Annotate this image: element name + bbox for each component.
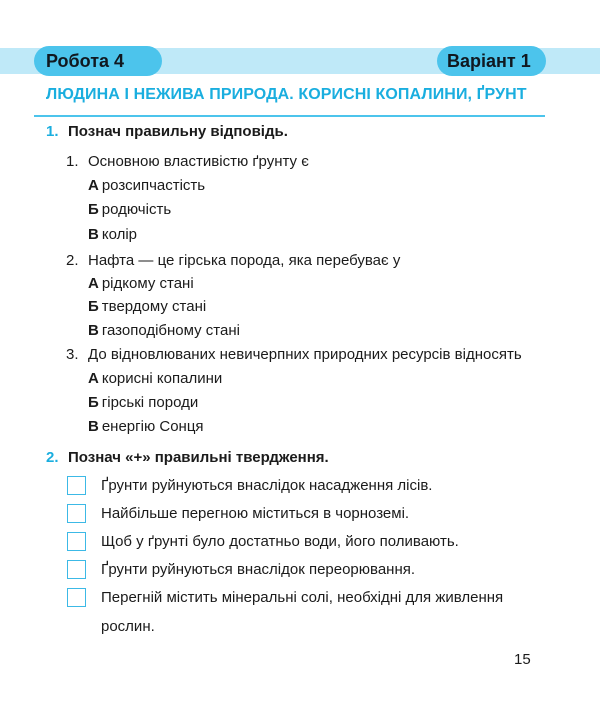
- question-2-text: Нафта — це гірська порода, яка перебуває у: [88, 252, 401, 269]
- statement-5-text: Перегній містить мінеральні солі, необхідні для живлення: [101, 589, 504, 606]
- work-label: Робота 4: [34, 46, 162, 76]
- statement-3-text: Щоб у ґрунті було достатньо води, його поливають.: [101, 533, 459, 550]
- task-1-number: 1.: [46, 123, 59, 140]
- topic-divider: [34, 115, 545, 117]
- statement-1-text: Ґрунти руйнуються внаслідок насадження лісів.: [101, 477, 433, 494]
- statement-5-checkbox[interactable]: [67, 588, 86, 607]
- question-2-option-b: Б твердому стані: [88, 298, 207, 315]
- question-3-text: До відновлюваних невичерпних природних ресурсів відносять: [88, 346, 522, 363]
- question-2-option-c: В газоподібному стані: [88, 322, 240, 339]
- statement-3-checkbox[interactable]: [67, 532, 86, 551]
- question-1-text: Основною властивістю ґрунту є: [88, 153, 309, 170]
- task-1-text: Познач правильну відповідь.: [68, 123, 288, 140]
- question-1: 1. Основною властивістю ґрунту є: [66, 153, 309, 170]
- question-1-option-c: В колір: [88, 226, 138, 243]
- topic-title: ЛЮДИНА І НЕЖИВА ПРИРОДА. КОРИСНІ КОПАЛИНИ, ҐРУНТ: [46, 86, 527, 103]
- task-1-title: [46, 123, 288, 140]
- statement-1-checkbox[interactable]: [67, 476, 86, 495]
- question-3: 3. До відновлюваних невичерпних природних ресурсів відносять: [66, 346, 522, 363]
- question-2-option-a: А рідкому стані: [88, 275, 194, 292]
- statement-4-text: Ґрунти руйнуються внаслідок переорювання.: [101, 561, 416, 578]
- question-3-option-b: Б гірські породи: [88, 394, 199, 411]
- task-2-number: 2.: [46, 449, 59, 466]
- statement-4-checkbox[interactable]: [67, 560, 86, 579]
- statement-5-continuation: рослин.: [101, 618, 155, 635]
- statement-2-text: Найбільше перегною міститься в чорноземі.: [101, 505, 410, 522]
- page-number: 15: [514, 651, 531, 668]
- task-2-text: Познач «+» правильні твердження.: [68, 449, 329, 466]
- task-2-title: [46, 449, 329, 466]
- statement-2-checkbox[interactable]: [67, 504, 86, 523]
- question-3-option-c: В енергію Сонця: [88, 418, 204, 435]
- question-1-option-b: Б родючість: [88, 201, 172, 218]
- question-1-option-a: А розсипчастість: [88, 177, 206, 194]
- variant-label: Варіант 1: [437, 46, 546, 76]
- question-3-option-a: А корисні копалини: [88, 370, 223, 387]
- question-2: 2. Нафта — це гірська порода, яка перебуває у: [66, 252, 401, 269]
